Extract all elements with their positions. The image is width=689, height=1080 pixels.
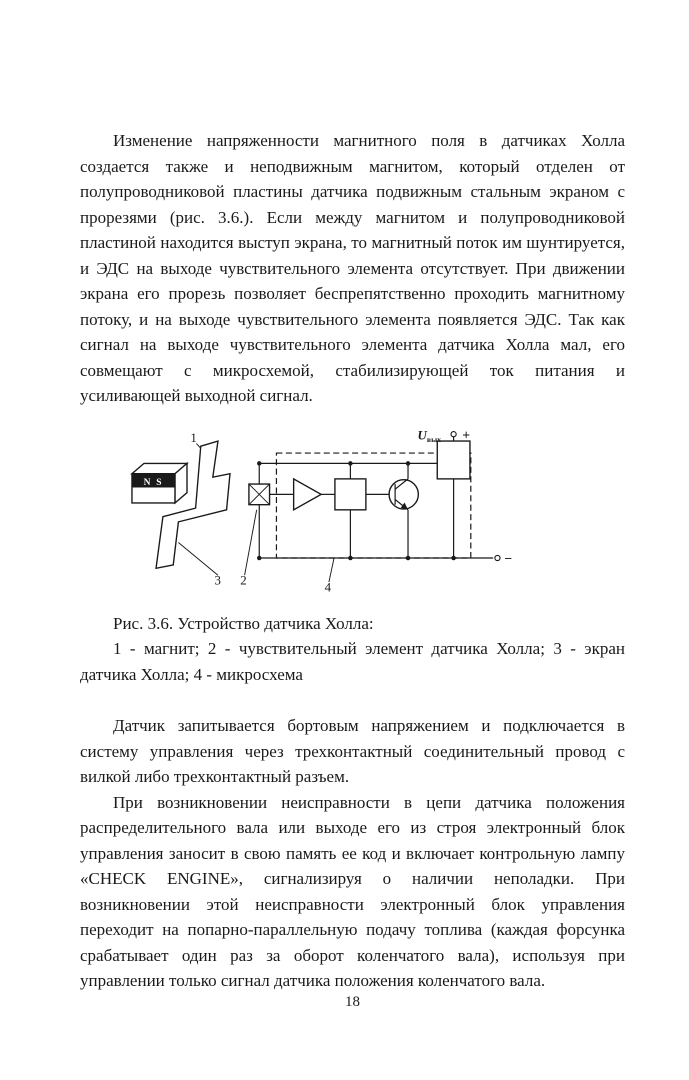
figure-label-2: 2 bbox=[240, 573, 247, 588]
figure-label-1: 1 bbox=[190, 430, 197, 445]
paragraph-fault-behavior: При возникновении неисправности в цепи датчика положения распределительного вала или выходе его из строя электронный блок управления заносит в свою память ее код и включает контрольную лампу «CHECK ENGINE», сигнализируя о наличии неполадки. При возникновении этой неисправности электронный блок управления переходит на попарно-параллельную подачу топлива (каждая форсунка срабатывает один раз за оборот коленчатого вала), используя при управлении только сигнал датчика положения коленчатого вала. bbox=[80, 792, 625, 990]
figure-caption-title: Рис. 3.6. Устройство датчика Холла: bbox=[113, 613, 374, 633]
u-out-subscript: вых bbox=[426, 434, 442, 444]
figure-caption-legend: 1 - магнит; 2 - чувствительный элемент датчика Холла; 3 - экран датчика Холла; 4 - микросхема bbox=[80, 639, 625, 684]
junction-dot bbox=[451, 555, 455, 559]
figure-label-4: 4 bbox=[324, 580, 332, 595]
magnet-poles-label: N S bbox=[143, 477, 164, 488]
hall-sensor-diagram bbox=[118, 429, 514, 601]
junction-dot bbox=[348, 555, 352, 559]
stabilizer-block bbox=[335, 478, 366, 509]
plus-sign: + bbox=[462, 428, 471, 442]
junction-dot bbox=[257, 555, 261, 559]
output-block bbox=[437, 441, 470, 479]
figure-3-6 bbox=[118, 429, 625, 601]
paragraph-hall-field: Изменение напряженности магнитного поля в датчиках Холла создается также и неподвижным магнитом, который отделен от полупроводниковой пластины датчика подвижным стальным экраном с прорезями (рис. 3.6.). Если между магнитом и полупроводниковой пластиной находится выступ экрана, то магнитный поток им шунтируется, и ЭДС на выходе чувствительного элемента отсутствует. При движении экрана его прорезь позволяет беспрепятственно проходить магнитному потоку, и на выходе чувствительного элемента появляется ЭДС. Так как сигнал на выходе чувствительного элемента датчика Холла мал, его совмещают с микросхемой, стабилизирующей ток питания и усиливающей выходной сигнал. bbox=[80, 131, 625, 405]
plus-terminal bbox=[451, 431, 456, 436]
junction-dot bbox=[406, 461, 410, 465]
magnet bbox=[132, 463, 187, 503]
junction-dot bbox=[348, 461, 352, 465]
junction-dot bbox=[257, 461, 261, 465]
page-number: 18 bbox=[345, 993, 360, 1010]
minus-sign: − bbox=[504, 550, 513, 566]
callout-line-4 bbox=[329, 558, 334, 582]
paragraph-sensor-supply: Датчик запитывается бортовым напряжением и подключается в систему управления через трехконтактный соединительный провод с вилкой либо трехконтактный разъем. bbox=[80, 716, 625, 786]
shield-shape bbox=[156, 441, 230, 568]
junction-dot bbox=[406, 555, 410, 559]
figure-label-3: 3 bbox=[214, 573, 221, 588]
callout-line-3 bbox=[178, 542, 218, 575]
u-out-label: U bbox=[417, 428, 427, 442]
callout-line-2 bbox=[245, 509, 257, 574]
amplifier-triangle bbox=[294, 478, 322, 509]
minus-terminal bbox=[495, 555, 500, 560]
transistor bbox=[389, 463, 418, 558]
hall-element bbox=[249, 484, 270, 505]
